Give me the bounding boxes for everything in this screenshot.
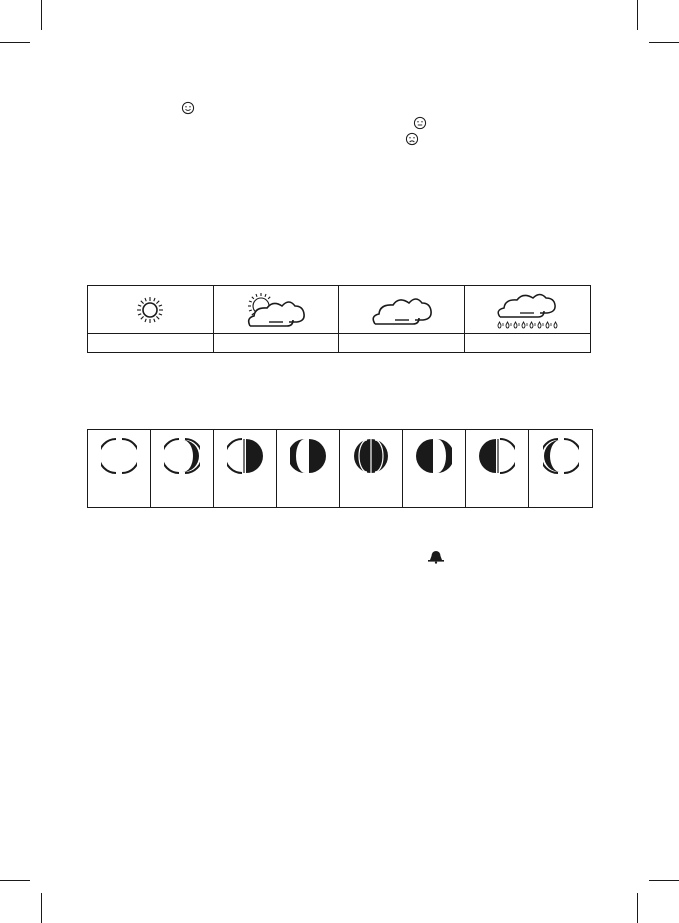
waning-crescent-icon (543, 436, 579, 476)
smiley-happy-icon (181, 101, 195, 115)
smiley-neutral-icon (413, 116, 427, 130)
crop-mark (649, 880, 679, 881)
moon-phase-cell (403, 430, 466, 507)
cloud-rain-icon (492, 289, 562, 331)
smiley-sad-icon (405, 132, 419, 146)
cloud-icon (368, 290, 434, 330)
last-quarter-icon (479, 436, 515, 476)
moon-phase-cell (340, 430, 403, 507)
waxing-gibbous-icon (290, 436, 326, 476)
moon-phase-cell (277, 430, 340, 507)
crop-mark (649, 42, 679, 43)
moon-phase-cell (151, 430, 214, 507)
crop-mark (41, 893, 42, 923)
moon-phase-cell (88, 430, 151, 507)
crop-mark (0, 42, 30, 43)
forecast-cell-sunny (88, 286, 214, 334)
crop-mark (637, 0, 638, 30)
moon-phase-cell (214, 430, 277, 507)
bell-icon (426, 550, 446, 564)
forecast-label (339, 334, 465, 352)
sun-cloud-icon (243, 290, 309, 330)
forecast-label (214, 334, 340, 352)
crop-mark (0, 880, 30, 881)
moon-phase-table (87, 429, 593, 508)
moon-phase-cell (466, 430, 529, 507)
forecast-label (465, 334, 591, 352)
crop-mark (41, 0, 42, 30)
first-quarter-icon (227, 436, 263, 476)
forecast-cell-rainy (465, 286, 591, 334)
waxing-crescent-icon (164, 436, 200, 476)
sun-icon (135, 295, 165, 325)
waning-gibbous-icon (416, 436, 452, 476)
crop-mark (637, 893, 638, 923)
forecast-cell-cloudy (339, 286, 465, 334)
forecast-cell-partly-cloudy (214, 286, 340, 334)
new-moon-icon (101, 436, 137, 476)
full-moon-icon (353, 436, 389, 476)
moon-phase-cell (529, 430, 592, 507)
weather-forecast-table (87, 285, 591, 353)
forecast-label (88, 334, 214, 352)
